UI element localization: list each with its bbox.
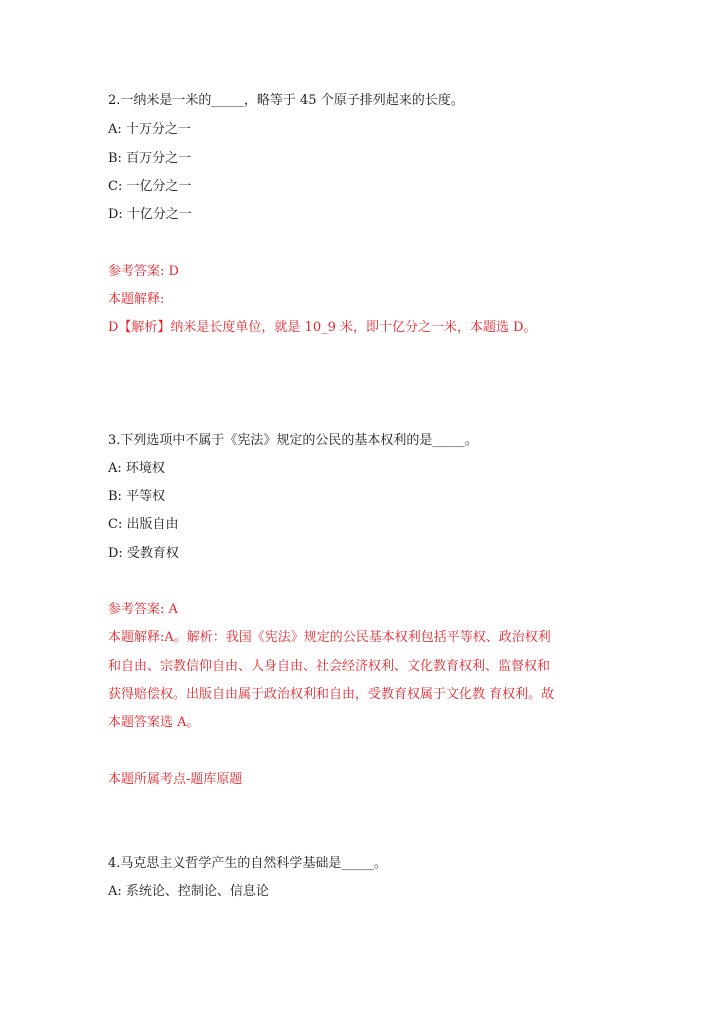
question-3-option-c: C: 出版自由 xyxy=(108,517,179,532)
question-3-explanation-line-1: 本题解释:A。解析：我国《宪法》规定的公民基本权利包括平等权、政治权利 xyxy=(108,630,551,645)
question-2-option-a: A: 十万分之一 xyxy=(108,122,191,137)
question-3-text: 3.下列选项中不属于《宪法》规定的公民的基本权利的是_____。 xyxy=(108,433,478,448)
question-3-option-a: A: 环境权 xyxy=(108,461,165,476)
question-3-option-b: B: 平等权 xyxy=(108,489,166,504)
question-3-source: 本题所属考点-题库原题 xyxy=(108,772,243,787)
question-2-answer: 参考答案: D xyxy=(108,264,179,279)
question-2-explanation: D【解析】纳米是长度单位，就是 10_9 米，即十亿分之一米，本题选 D。 xyxy=(108,320,537,335)
question-3-explanation-line-3: 获得赔偿权。出版自由属于政治权利和自由，受教育权属于文化教 育权利。故 xyxy=(108,687,555,702)
question-2-option-c: C: 一亿分之一 xyxy=(108,179,192,194)
question-4-option-a: A: 系统论、控制论、信息论 xyxy=(108,884,269,899)
question-3-option-d: D: 受教育权 xyxy=(108,546,179,561)
question-3-explanation-line-4: 本题答案选 A。 xyxy=(108,715,200,730)
question-2-option-d: D: 十亿分之一 xyxy=(108,207,192,222)
question-2-explanation-label: 本题解释: xyxy=(108,292,165,307)
question-4-text: 4.马克思主义哲学产生的自然科学基础是_____。 xyxy=(108,856,387,871)
question-3-answer: 参考答案: A xyxy=(108,602,178,617)
question-2-text: 2.一纳米是一米的_____，略等于 45 个原子排列起来的长度。 xyxy=(108,93,464,108)
question-2-option-b: B: 百万分之一 xyxy=(108,151,192,166)
question-3-explanation-line-2: 和自由、宗教信仰自由、人身自由、社会经济权利、文化教育权利、监督权和 xyxy=(108,659,551,674)
